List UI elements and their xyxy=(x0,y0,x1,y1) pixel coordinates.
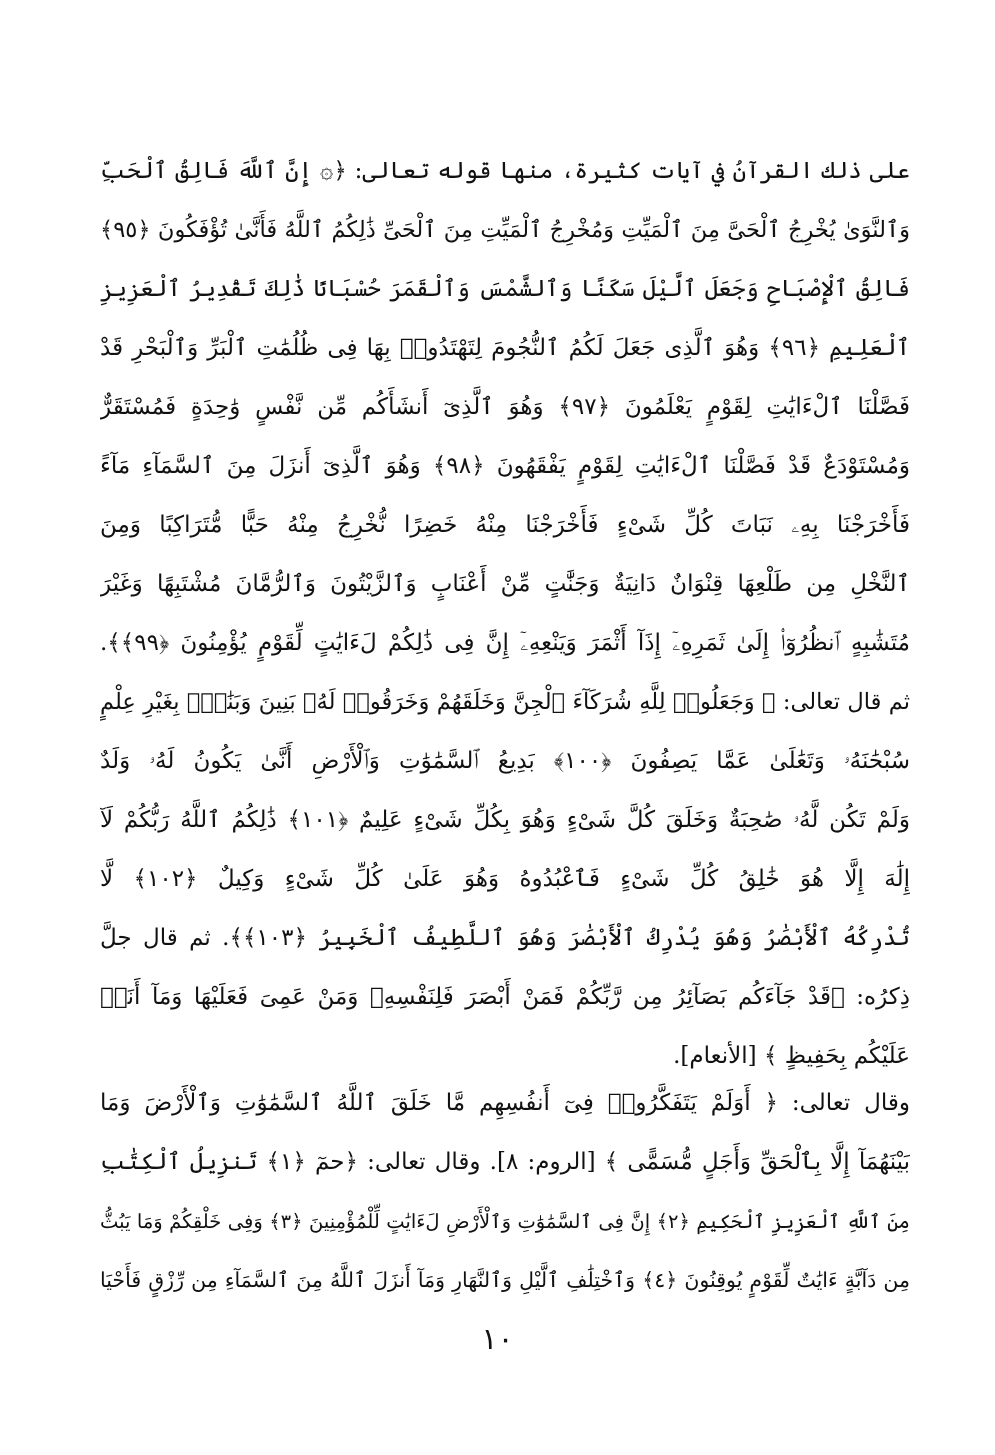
text-line: فَالِقُ ٱلْإِصْبَاحِ وَجَعَلَ ٱلَّيْلَ سَكَنًا وَٱلشَّمْسَ وَٱلْقَمَرَ حُسْبَانًا ذَٰلِكَ تَقْدِيرُ ٱلْعَزِيزِ xyxy=(100,276,910,302)
text-line: فَأَخْرَجْنَا بِهِۦ نَبَاتَ كُلِّ شَىْءٍ فَأَخْرَجْنَا مِنْهُ خَضِرًا نُّخْرِجُ مِنْهُ حَبًّا مُّتَرَاكِبًا وَمِنَ xyxy=(100,512,910,538)
text-line: ٱلْعَلِيمِ ﴿٩٦﴾ وَهُوَ ٱلَّذِى جَعَلَ لَكُمُ ٱلنُّجُومَ لِتَهْتَدُوا۟ بِهَا فِى ظُلُمَٰتِ ٱلْبَرِّ وَٱلْبَحْرِ قَدْ xyxy=(100,335,910,361)
page-number: ١٠ xyxy=(481,1322,514,1357)
text-line: وَلَمْ تَكُن لَّهُۥ صَٰحِبَةٌ وَخَلَقَ كُلَّ شَىْءٍ وَهُوَ بِكُلِّ شَىْءٍ عَلِيمٌ ﴿١٠١﴾ ذَٰلِكُمُ ٱللَّهُ رَبُّكُمْ لَآ xyxy=(100,807,910,833)
text-line: بَيْنَهُمَآ إِلَّا بِٱلْحَقِّ وَأَجَلٍ مُّسَمًّى ﴾ [الروم: ٨]. وقال تعالى: ﴿حمٓ ﴿١﴾ تَنزِيلُ ٱلْكِتَٰبِ xyxy=(100,1149,910,1175)
text-line: عَلَيْكُم بِحَفِيظٍ ﴾ [الأنعام]. xyxy=(673,1043,910,1069)
text-line: إِلَٰهَ إِلَّا هُوَ خَٰلِقُ كُلِّ شَىْءٍ فَٱعْبُدُوهُ وَهُوَ عَلَىٰ كُلِّ شَىْءٍ وَكِيلٌ ﴿١٠٢﴾ لَّا xyxy=(100,866,910,892)
paragraph-anam-verses xyxy=(100,142,910,1086)
text-line: مِنَ ٱللَّهِ ٱلْعَزِيزِ ٱلْحَكِيمِ ﴿٢﴾ إِنَّ فِى ٱلسَّمَٰوَٰتِ وَٱلْأَرْضِ لَءَايَٰتٍ لِّلْمُؤْمِنِينَ ﴿٣﴾ وَفِى خَلْقِكُمْ وَمَا يَبُثُّ xyxy=(100,1210,910,1233)
text-line: ذِكرُه: ﴿قَدْ جَآءَكُم بَصَآئِرُ مِن رَّبِّكُمْ فَمَنْ أَبْصَرَ فَلِنَفْسِهِۦ وَمَنْ عَمِىَ فَعَلَيْهَا وَمَآ أَنَا۠ xyxy=(100,984,910,1010)
text-line: ثم قال تعالى: ﴿ وَجَعَلُوا۟ لِلَّهِ شُرَكَآءَ ٱلْجِنَّ وَخَلَقَهُمْ وَخَرَقُوا۟ لَهُۥ بَنِينَ وَبَنَٰتٍۭ بِغَيْرِ عِلْمٍ xyxy=(100,689,910,715)
text-line: فَصَّلْنَا ٱلْءَايَٰتِ لِقَوْمٍ يَعْلَمُونَ ﴿٩٧﴾ وَهُوَ ٱلَّذِىٓ أَنشَأَكُم مِّن نَّفْسٍ وَٰحِدَةٍ فَمُسْتَقَرٌّ xyxy=(100,394,910,420)
text-line: تُدْرِكُهُ ٱلْأَبْصَٰرُ وَهُوَ يُدْرِكُ ٱلْأَبْصَٰرَ وَهُوَ ٱللَّطِيفُ ٱلْخَبِيرُ ﴿١٠٣﴾﴾. ثم قال جلَّ xyxy=(100,925,910,951)
text-line: مُتَشَٰبِهٍ ٱنظُرُوٓا۟ إِلَىٰ ثَمَرِهِۦٓ إِذَآ أَثْمَرَ وَيَنْعِهِۦٓ إِنَّ فِى ذَٰلِكُمْ لَءَايَٰتٍ لِّقَوْمٍ يُؤْمِنُونَ ﴿٩٩﴾﴾. xyxy=(100,630,910,656)
text-line: وقال تعالى: ﴿ أَوَلَمْ يَتَفَكَّرُوا۟ فِىٓ أَنفُسِهِم مَّا خَلَقَ ٱللَّهُ ٱلسَّمَٰوَٰتِ وَٱلْأَرْضَ وَمَا xyxy=(100,1090,910,1116)
text-line: ٱلنَّخْلِ مِن طَلْعِهَا قِنْوَانٌ دَانِيَةٌ وَجَنَّٰتٍ مِّنْ أَعْنَابٍ وَٱلزَّيْتُونَ وَٱلرُّمَّانَ مُشْتَبِهًا وَغَيْرَ xyxy=(100,571,910,597)
paragraph-rum-jathiya-verses xyxy=(100,1074,910,1310)
text-line: مِن دَآبَّةٍ ءَايَٰتٌ لِّقَوْمٍ يُوقِنُونَ ﴿٤﴾ وَٱخْتِلَٰفِ ٱلَّيْلِ وَٱلنَّهَارِ وَمَآ أَنزَلَ ٱللَّهُ مِنَ ٱلسَّمَآءِ مِن رِّزْقٍ فَأَحْيَا xyxy=(100,1268,910,1292)
text-line: سُبْحَٰنَهُۥ وَتَعَٰلَىٰ عَمَّا يَصِفُونَ ﴿١٠٠﴾ بَدِيعُ ٱلسَّمَٰوَٰتِ وَٱلْأَرْضِ أَنَّىٰ يَكُونُ لَهُۥ وَلَدٌ xyxy=(100,748,910,774)
text-line: على ذلك القرآنُ في آيات كثيرة، منها قوله تعالى: ﴿۞ إِنَّ ٱللَّهَ فَالِقُ ٱلْحَبِّ xyxy=(100,158,910,184)
text-line: وَمُسْتَوْدَعٌ قَدْ فَصَّلْنَا ٱلْءَايَٰتِ لِقَوْمٍ يَفْقَهُونَ ﴿٩٨﴾ وَهُوَ ٱلَّذِىٓ أَنزَلَ مِنَ ٱلسَّمَآءِ مَآءً xyxy=(100,453,910,479)
text-line: وَٱلنَّوَىٰ يُخْرِجُ ٱلْحَىَّ مِنَ ٱلْمَيِّتِ وَمُخْرِجُ ٱلْمَيِّتِ مِنَ ٱلْحَىِّ ذَٰلِكُمُ ٱللَّهُ فَأَنَّىٰ تُؤْفَكُونَ ﴿٩٥﴾ xyxy=(100,217,910,243)
